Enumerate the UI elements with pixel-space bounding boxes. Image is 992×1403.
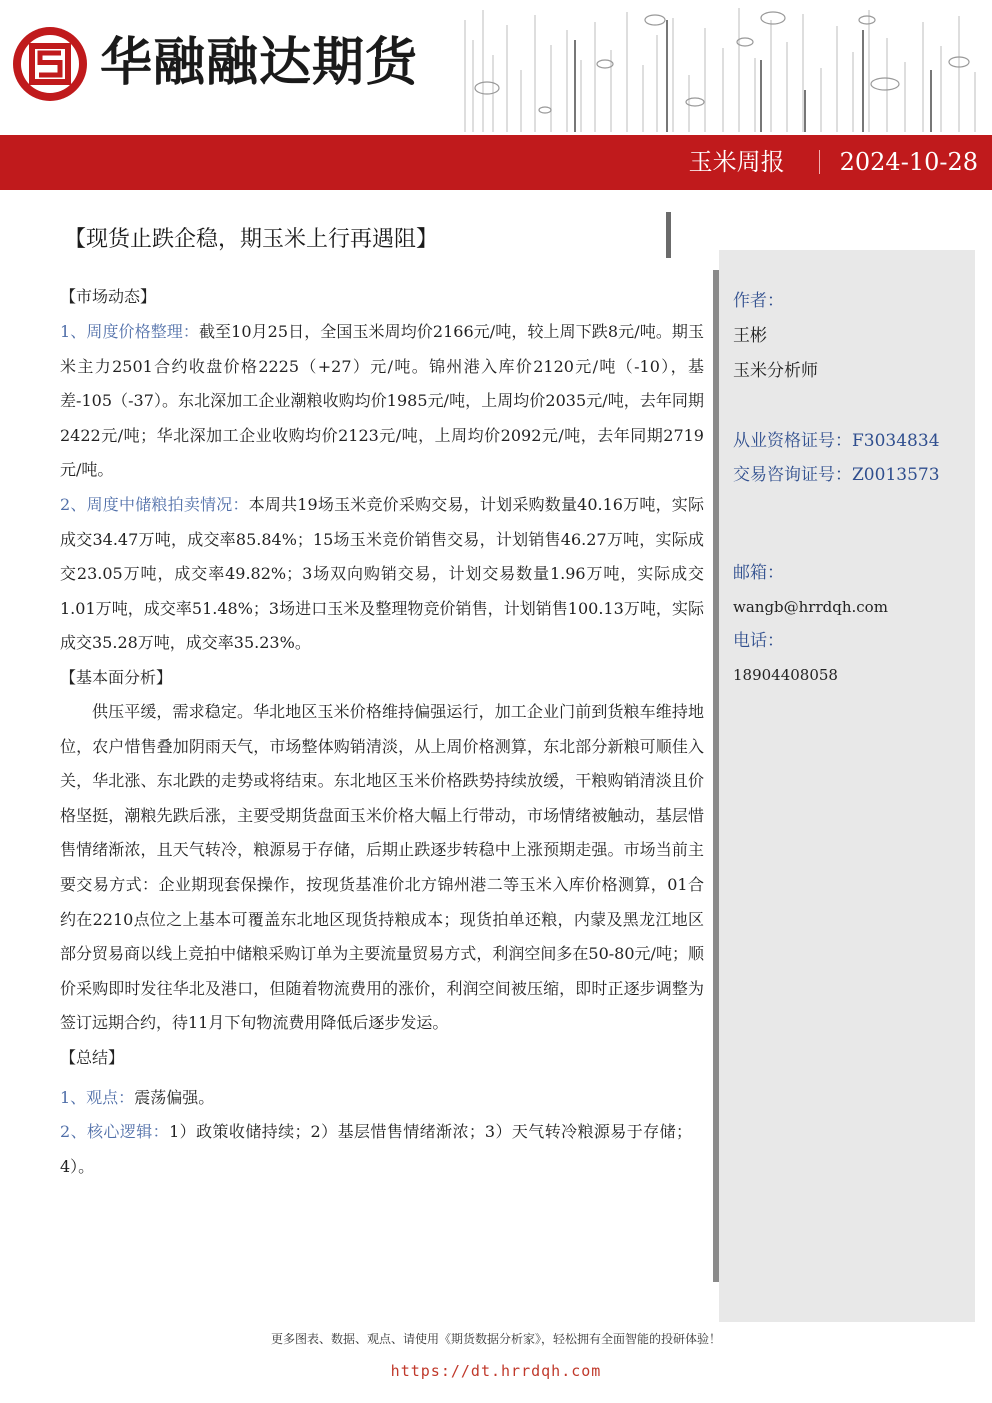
section-heading-market: 【市场动态】 (60, 287, 157, 306)
report-banner (0, 135, 992, 190)
email-value: wangb@hrrdqh.com (733, 598, 888, 616)
footer-link[interactable]: https://dt.hrrdqh.com (390, 1362, 602, 1380)
paragraph-view-text: 震荡偏强。 (134, 1087, 215, 1107)
footer-note: 更多图表、数据、观点、请使用《期货数据分析家》，轻松拥有全面智能的投研体验！ (270, 1332, 721, 1346)
section-heading-fundamental: 【基本面分析】 (60, 667, 173, 687)
report-date: 2024-10-28 (839, 148, 978, 176)
phone-value: 18904408058 (733, 666, 838, 684)
paragraph-fundamental: 供压平缓，需求稳定。华北地区玉米价格维持偏强运行，加工企业门前到货粮车维持地位，农户惜售叠加阴雨天气，市场整体购销清淡，从上周价格测算，东北部分新粮可顺佳入关，华北涨、东北跌的走势或将结束。东北地区玉米价格跌势持续放缓，干粮购销清淡且价格坚挺，潮粮先跌后涨，主要受期货盘面玉米价格大幅上行带动，市场情绪被触动，基层惜售情绪渐浓，且天气转冷，粮源易于存储，后期止跌逐步转稳中上涨预期走强。市场当前主要交易方式：企业期现套保操作，按现货基准价北方锦州港二等玉米入库价格测算，01合约在2210点位之上基本可覆盖东北地区现货持粮成本；现货拍单还粮，内蒙及黑龙江地区部分贸易商以线上竞拍中储粮采购订单为主要流量贸易方式，利润空间多在50-80元/吨；顺价采购即时发往华北及港口，但随着物流费用的涨价，利润空间被压缩，即时正逐步调整为签订远期合约，待11月下旬物流费用降低后逐步发运。 (60, 701, 704, 1033)
paragraph-logic-label: 2、核心逻辑： (60, 1122, 170, 1142)
banner-divider (819, 150, 820, 174)
author-label: 作者： (733, 291, 784, 311)
paragraph-price (60, 315, 704, 488)
company-logo-icon (10, 24, 90, 104)
author-name: 王彬 (733, 326, 767, 346)
paragraph-logic (60, 1115, 692, 1184)
report-body (60, 282, 704, 1185)
paragraph-auction-label: 2、周度中储粮拍卖情况： (60, 494, 249, 514)
section-heading-summary: 【总结】 (60, 1047, 125, 1067)
paragraph-price-text: 截至10月25日，全国玉米周均价2166元/吨，较上周下跌8元/吨。期玉米主力2501合约收盘价格2225（+27）元/吨。锦州港入库价2120元/吨（-10），基差-105（-37）。东北深加工企业潮粮收购均价1985元/吨，上周均价2035元/吨，去年同期2422元/吨；华北深加工企业收购均价2123元/吨，上周均价2092元/吨，去年同期2719元/吨。 (60, 322, 704, 480)
author-title: 玉米分析师 (733, 361, 818, 381)
license-number: 从业资格证号：F3034834 (733, 431, 940, 451)
report-headline: 【现货止跌企稳，期玉米上行再遇阻】 (64, 227, 439, 252)
company-name: 华融融达期货 (100, 33, 419, 93)
paragraph-view (60, 1081, 704, 1116)
report-type: 玉米周报 (688, 148, 785, 176)
paragraph-auction (60, 488, 704, 661)
paragraph-view-label: 1、观点： (60, 1087, 135, 1107)
author-sidebar (719, 250, 975, 1322)
paragraph-auction-text: 本周共19场玉米竞价采购交易，计划采购数量40.16万吨，实际成交34.47万吨，成交率85.84%；15场玉米竞价销售交易，计划销售46.27万吨，实际成交23.05万吨，成交率49.82%；3场双向购销交易，计划交易数量1.96万吨，实际成交1.01万吨，成交率51.48%；3场进口玉米及整理物竞价销售，计划销售100.13万吨，实际成交35.28万吨，成交率35.23%。 (60, 494, 704, 653)
paragraph-logic-text: 1）政策收储持续；2）基层惜售情绪渐浓；3）天气转冷粮源易于存储；4）。 (60, 1122, 692, 1177)
paragraph-price-label: 1、周度价格整理： (60, 322, 199, 341)
headline-accent-bar (666, 212, 671, 258)
decorative-lines-graphic (455, 0, 992, 132)
email-label: 邮箱： (733, 563, 784, 583)
phone-label: 电话： (733, 631, 784, 651)
header (0, 0, 992, 135)
trade-consult-number: 交易咨询证号：Z0013573 (733, 465, 940, 485)
